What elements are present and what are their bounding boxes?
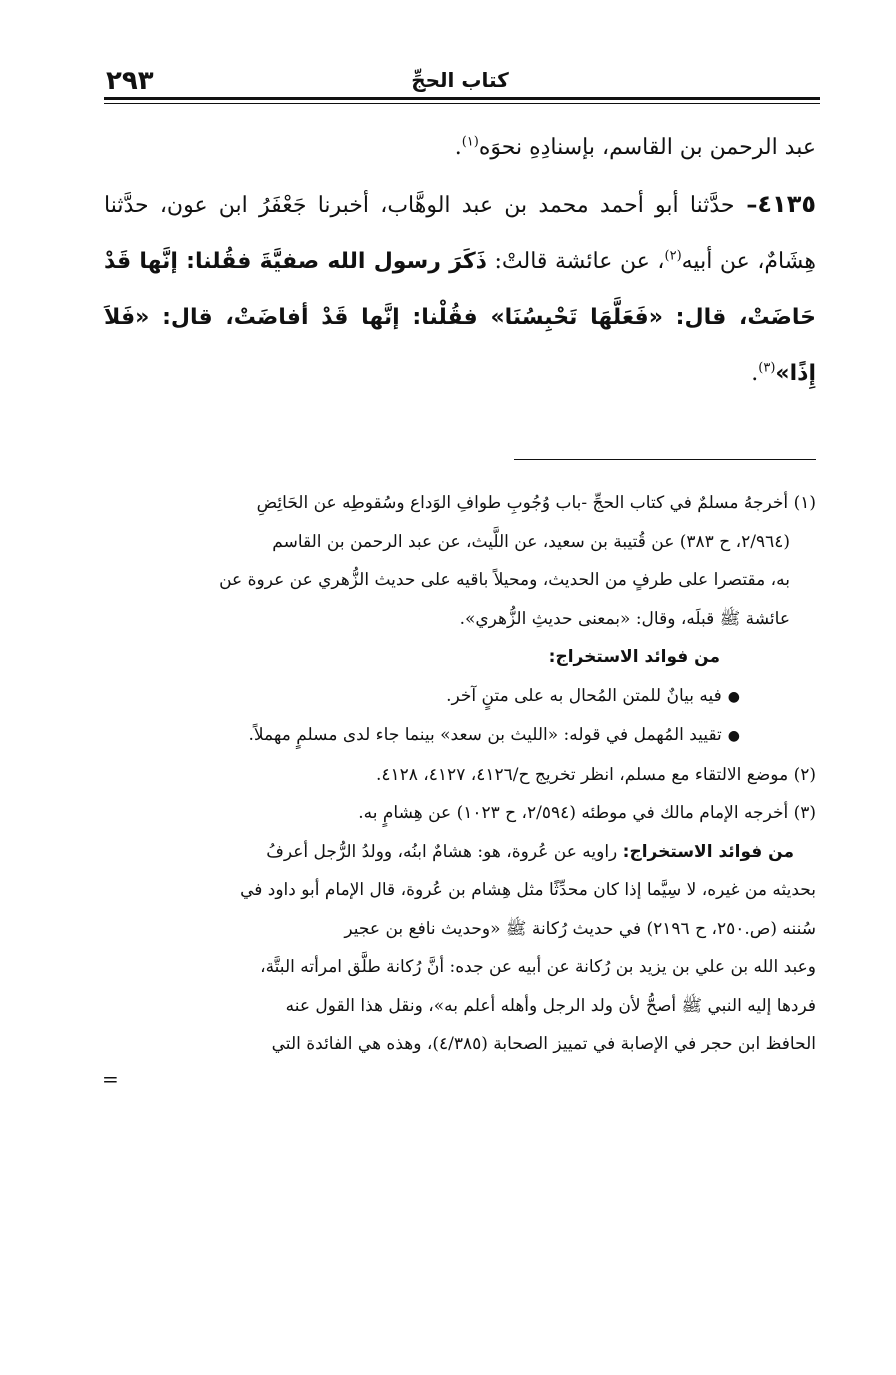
footnote-3-line: سُننه (ص.٢٥٠، ح ٢١٩٦) في حديث رُكانة ﷺ «وحديث نافع بن عجير: [344, 918, 816, 939]
page-number: ٢٩٣: [106, 66, 154, 96]
hadith-paragraph: ٤١٣٥– حدَّثنا أبو أحمد محمد بن عبد الوهَّاب، أخبرنا جَعْفَرُ ابن عون، حدَّثنا هِشَامٌ، عن أبيه$^{(٢)}$، عن عائشة قالتْ: ذَكَرَ رسول الله صفيَّةَ فقُلنا: إنَّها قَدْ حَاضَتْ، قال: «فَعَلَّهَا تَحْبِسُنَا» فقُلْنا: إنَّها قَدْ أفاضَتْ، قال: «فَلاَ إِذًا»$^{(٣)}$.: [104, 190, 816, 386]
footnote-separator: [514, 459, 816, 460]
book-title: كتاب الحجِّ: [411, 68, 509, 92]
footnote-3-line: وعبد الله بن علي بن يزيد بن رُكانة عن أبيه عن جده: أنَّ رُكانة طلَّق امرأته البتَّة،: [260, 957, 816, 977]
hadith-isnad: حدَّثنا أبو أحمد محمد بن عبد الوهَّاب، أخبرنا جَعْفَرُ ابن عون، حدَّثنا هِشَامٌ، عن أبيه: [104, 193, 816, 274]
continuation-mark: =: [102, 1066, 119, 1091]
hadith-number: ٤١٣٥: [757, 190, 816, 218]
footnote-1-line: به، مقتصرا على طرفٍ من الحديث، ومحيلاً باقيه على حديث الزُّهري عن عروة عن: [219, 570, 790, 590]
footnote-1-line: (١) أخرجهُ مسلمٌ في كتاب الحجِّ -باب وُجُوبِ طوافِ الوَداع وسُقوطِه عن الحَائِضِ: [256, 493, 816, 513]
continuation-line: عبد الرحمن بن القاسم، بإسنادِهِ نحوَه$^{(١)}$.: [454, 134, 816, 160]
bullet-item: ●فيه بيانٌ للمتن المُحال به على متنٍ آخر.: [446, 685, 740, 706]
bullet-item: ●تقييد المُهمل في قوله: «الليث بن سعد» بينما جاء لدى مسلمٍ مهملاً.: [248, 725, 740, 745]
benefits-heading: من فوائد الاستخراج:: [548, 647, 720, 667]
footnote-ref-3: (٣): [758, 360, 776, 376]
footnote-ref-2: (٢): [664, 248, 682, 264]
benefits-heading-2: من فوائد الاستخراج:: [622, 841, 794, 862]
footnotes: [100, 484, 816, 1094]
footnote-3-line: بحديثه من غيره، لا سِيَّما إذا كان محدِّثًا مثل هِشام بن عُروة، قال الإمام أبو داود في: [240, 880, 816, 900]
footnote-1-number: (١): [793, 493, 816, 513]
bullet-icon: ●: [727, 688, 740, 705]
header-rule-thin: [104, 103, 820, 104]
footnote-3: (٣) أخرجه الإمام مالك في موطئه (٢/٥٩٤، ح ١٠٢٣) عن هِشامٍ به.: [358, 803, 816, 823]
header-rule-thick: [104, 97, 820, 100]
footnote-3-line: الحافظ ابن حجر في الإصابة في تمييز الصحابة (٤/٣٨٥)، وهذه هي الفائدة التي: [271, 1034, 816, 1054]
bullet-icon: ●: [727, 728, 740, 744]
main-text: [104, 120, 816, 402]
footnote-1-line: (٢/٩٦٤، ح ٣٨٣) عن قُتيبة بن سعيد، عن اللَّيث، عن عبد الرحمن بن القاسم: [272, 531, 790, 552]
footnote-1-line: عائشة ﷺ قبلَه، وقال: «بمعنى حديثِ الزُّهري».: [459, 608, 790, 629]
footnote-ref-1: (١): [461, 134, 479, 150]
footnote-3-line: من فوائد الاستخراج: راويه عن عُروة، هو: هشامٌ ابنُه، وولدُ الرُّجل أعرفُ: [266, 841, 794, 862]
hadith-matn: ذَكَرَ رسول الله صفيَّةَ فقُلنا: إنَّها قَدْ حَاضَتْ، قال: «فَعَلَّهَا تَحْبِسُنَا» فقُلْنا: إنَّها قَدْ أفاضَتْ، قال: «فَلاَ إِذًا»: [104, 249, 816, 386]
footnote-2: (٢) موضع الالتقاء مع مسلم، انظر تخريج ح/٤١٢٦، ٤١٢٧، ٤١٢٨.: [375, 764, 816, 785]
page-header: [100, 62, 820, 102]
footnote-3-line: فردها إليه النبي ﷺ أصحُّ لأن ولد الرجل وأهله أعلم به»، ونقل هذا القول عنه: [285, 995, 816, 1016]
